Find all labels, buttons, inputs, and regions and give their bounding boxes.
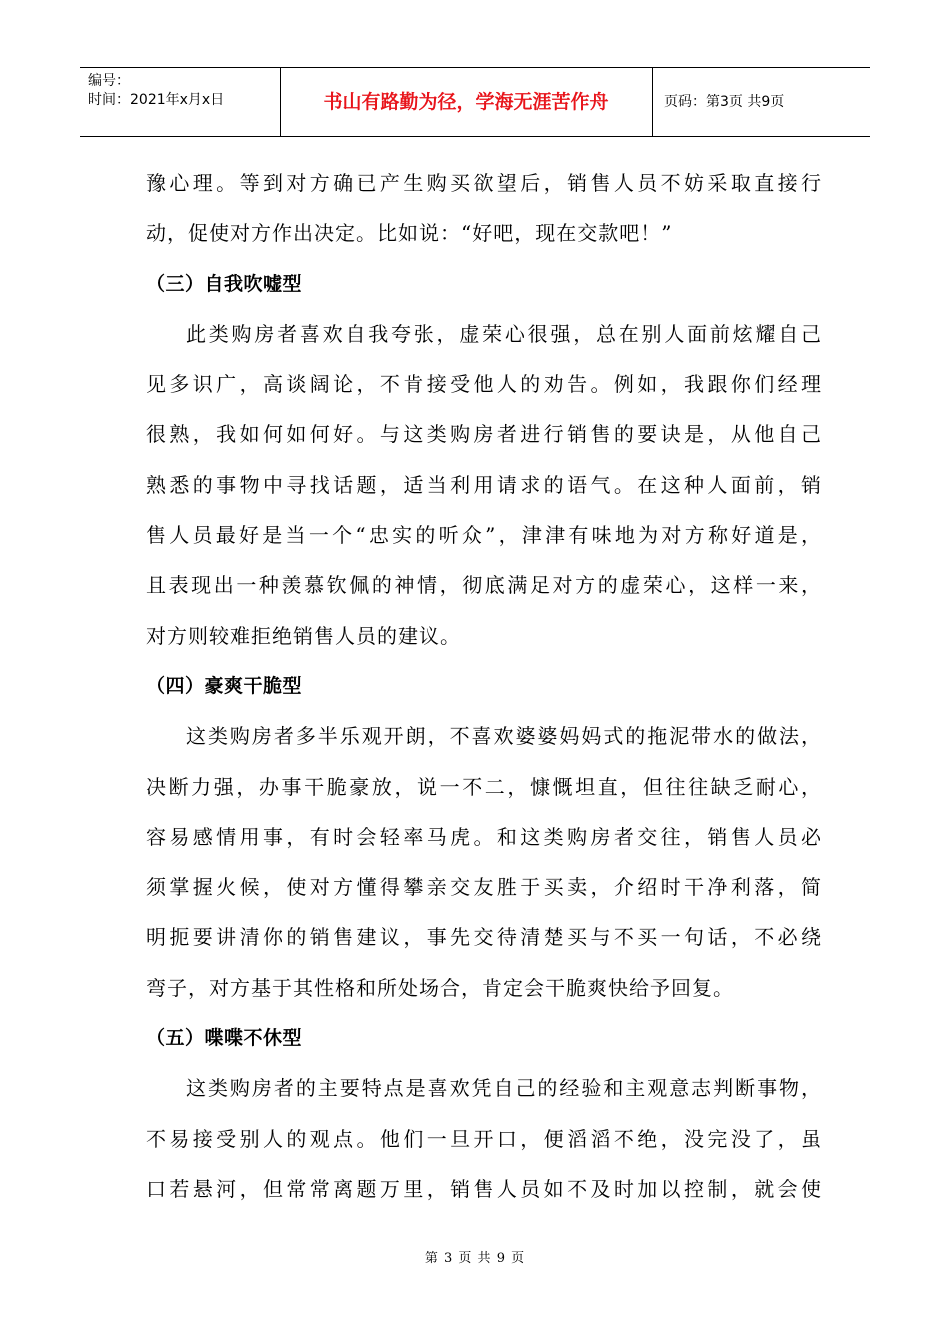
header-motto: 书山有路勤为径，学海无涯苦作舟 (323, 91, 609, 113)
body-line: 熟悉的事物中寻找话题，适当利用请求的语气。在这种人面前，销 (146, 472, 822, 497)
section-heading: （五）喋喋不休型 (146, 1027, 303, 1050)
header-divider (652, 68, 653, 136)
body-line: 弯子，对方基于其性格和所处场合，肯定会干脆爽快给予回复。 (146, 975, 734, 1000)
body-line: 口若悬河，但常常离题万里，销售人员如不及时加以控制，就会使 (146, 1176, 822, 1201)
body-line: 且表现出一种羡慕钦佩的神情，彻底满足对方的虚荣心，这样一来， (146, 573, 822, 598)
body-line: 此类购房者喜欢自我夸张，虚荣心很强，总在别人面前炫耀自己 (186, 321, 822, 346)
page-footer: 第 3 页 共 9 页 (424, 1251, 526, 1266)
body-line: 容易感情用事，有时会轻率马虎。和这类购房者交往，销售人员必 (146, 824, 822, 849)
body-line: 须掌握火候，使对方懂得攀亲交友胜于买卖，介绍时干净利落，简 (146, 875, 822, 900)
body-line: 决断力强，办事干脆豪放，说一不二，慷慨坦直，但往往缺乏耐心， (146, 774, 822, 799)
body-line: 动，促使对方作出决定。比如说：“好吧，现在交款吧！” (146, 221, 673, 246)
body-line: 这类购房者多半乐观开朗，不喜欢婆婆妈妈式的拖泥带水的做法， (186, 724, 822, 749)
body-line: 不易接受别人的观点。他们一旦开口，便滔滔不绝，没完没了，虽 (146, 1126, 822, 1151)
header-page-info: 页码：第3页 共9页 (664, 94, 785, 110)
body-line: 售人员最好是当一个“忠实的听众”，津津有味地为对方称好道是， (146, 523, 822, 548)
section-heading: （四）豪爽干脆型 (146, 674, 303, 697)
document-number-label: 编号： (88, 73, 130, 89)
section-heading: （三）自我吹嘘型 (146, 272, 303, 295)
header-meta (88, 72, 224, 110)
body-line: 很熟，我如何如何好。与这类购房者进行销售的要诀是，从他自己 (146, 422, 822, 447)
body-line: 这类购房者的主要特点是喜欢凭自己的经验和主观意志判断事物， (186, 1076, 822, 1101)
document-header (80, 67, 870, 137)
body-line: 明扼要讲清你的销售建议，事先交待清楚买与不买一句话，不必绕 (146, 925, 822, 950)
body-line: 见多识广，高谈阔论，不肯接受他人的劝告。例如，我跟你们经理 (146, 372, 822, 397)
document-body (146, 158, 822, 1214)
body-line: 豫心理。等到对方确已产生购买欲望后，销售人员不妨采取直接行 (146, 171, 822, 195)
document-time-label: 时间：2021年x月x日 (88, 92, 225, 108)
body-line: 对方则较难拒绝销售人员的建议。 (146, 623, 461, 648)
